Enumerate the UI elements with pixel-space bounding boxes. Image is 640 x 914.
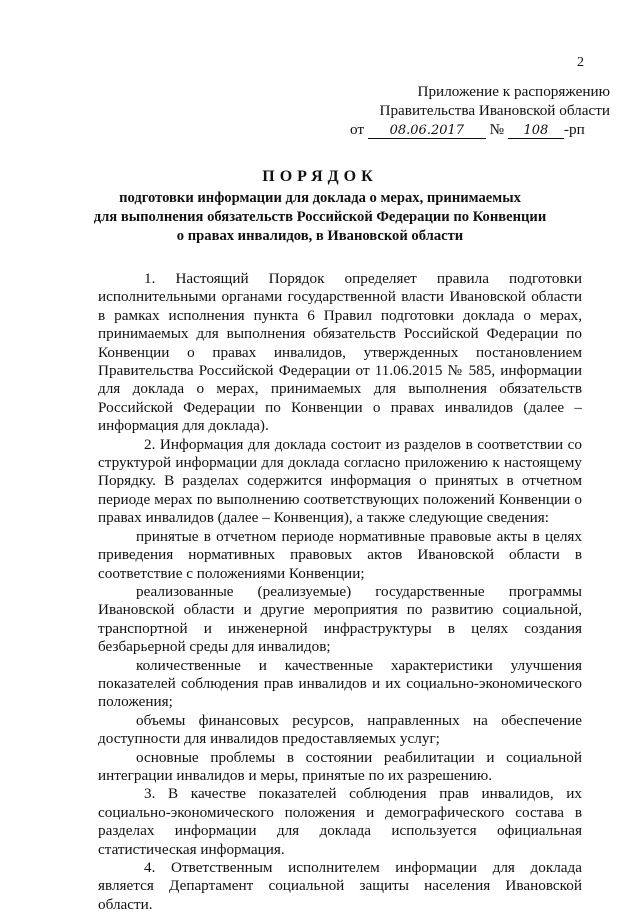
title-subtitle-line-1: подготовки информации для доклада о мерах, принимаемых [119,190,521,206]
list-item-5: основные проблемы в состоянии реабилитации и социальной интеграции инвалидов и меры, принятые по их разрешению. [98,748,582,784]
number-suffix: -рп [563,121,585,138]
list-item-1: принятые в отчетном периоде нормативные правовые акты в целях приведения нормативных правовых актов Ивановской области в соответствие с положениями Конвенции; [98,527,582,582]
document-title [50,168,590,246]
paragraph-4: 4. Ответственным исполнителем информации для доклада является Департамент социальной защиты населения Ивановской области. [98,859,582,913]
from-prefix: от [350,121,365,138]
page-number: 2 [577,55,584,70]
handwritten-date: 08.06.2017 [368,124,486,139]
appendix-date-number-line [348,120,610,139]
appendix-line-1: Приложение к распоряжению [417,83,610,100]
document-body [98,270,582,914]
paragraph-1: 1. Настоящий Порядок определяет правила подготовки исполнительными органами государственной власти Ивановской области в рамках исполнения пункта 6 Правил подготовки доклада о мерах, принимаемых для выполнения обязательств Российской Федерации по Конвенции о правах инвалидов, утвержденных постановлением Правительства Российской Федерации от 11.06.2015 № 585, информации для доклада о мерах, принимаемых для выполнения обязательств Российской Федерации по Конвенции о правах инвалидов (далее – информация для доклада). [98,270,582,435]
number-label: № [489,121,505,138]
paragraph-3: 3. В качестве показателей соблюдения прав инвалидов, их социально-экономического положения и демографического состава в разделах информации для доклада используется официальная статистическая информация. [98,785,582,858]
list-item-2: реализованные (реализуемые) государственные программы Ивановской области и другие мероприятия по развитию социальной, транспортной и инженерной инфраструктуры в целях создания безбарьерной среды для инвалидов; [98,582,582,656]
title-heading: ПОРЯДОК [262,168,378,185]
title-subtitle-line-2: для выполнения обязательств Российской Федерации по Конвенции [93,209,547,225]
appendix-header [348,82,610,139]
title-subtitle-line-3: о правах инвалидов, в Ивановской области [176,228,464,244]
appendix-line-2: Правительства Ивановской области [379,102,610,119]
list-item-3: количественные и качественные характеристики улучшения показателей соблюдения прав инвалидов и их социально-экономического положения; [98,656,582,711]
list-item-4: объемы финансовых ресурсов, направленных на обеспечение доступности для инвалидов предоставляемых услуг; [98,711,582,748]
handwritten-number: 108 [508,124,564,139]
paragraph-2: 2. Информация для доклада состоит из разделов в соответствии со структурой информации для доклада согласно приложению к настоящему Порядку. В разделах содержится информация о принятых в отчетном периоде мерах по выполнению соответствующих положений Конвенции о правах инвалидов (далее – Конвенция), а также следующие сведения: [98,435,582,527]
